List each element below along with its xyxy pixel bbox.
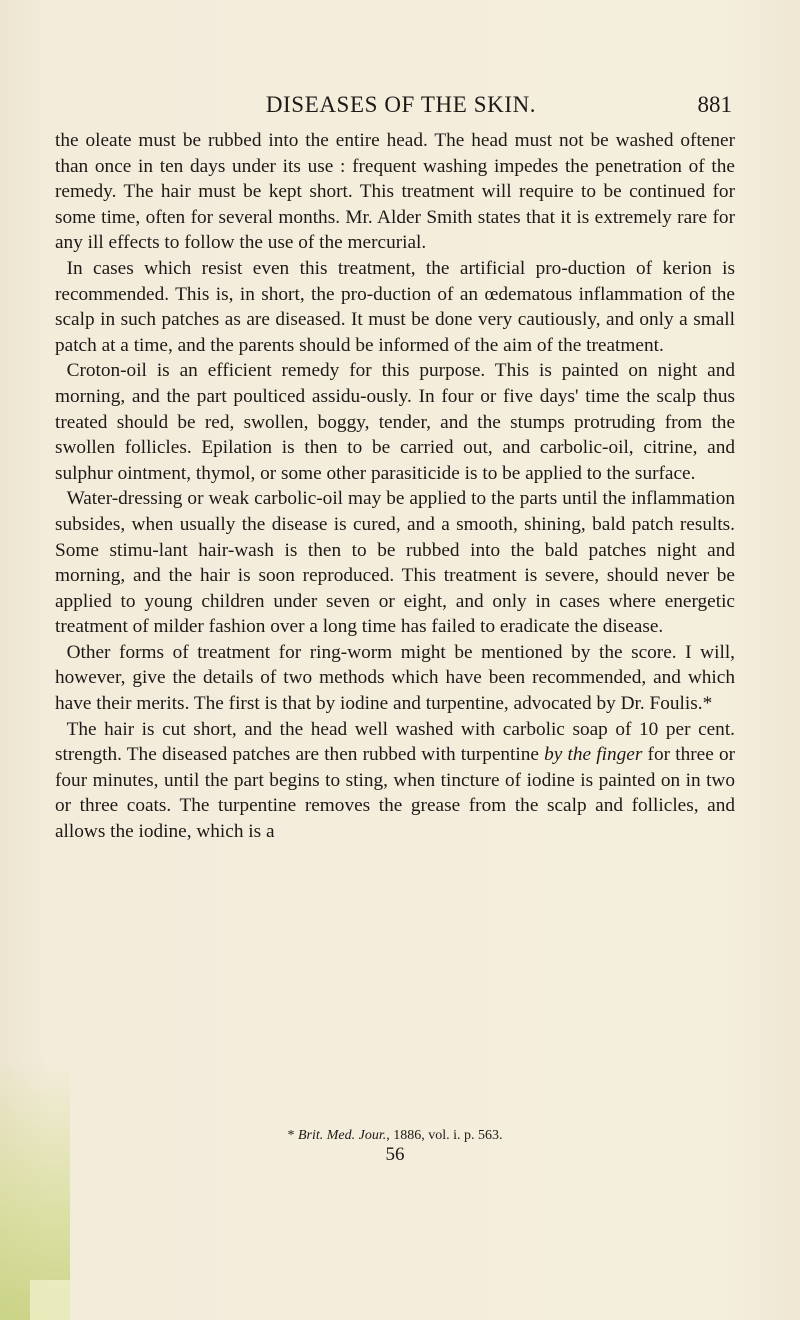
signature-mark: 56	[385, 1144, 405, 1165]
paragraph: Other forms of treatment for ring-worm might be mentioned by the score. I will, however, give the details of two methods which have been recommended, and which have their merits. The first is that by iodine and turpentine, advocated by Dr. Foulis.*	[55, 641, 735, 715]
paragraph-text: The hair is cut short, and the head well washed with carbolic soap of 10 per cent. strength. The diseased patches are then rubbed with turpentine	[55, 718, 735, 766]
footnote-marker: *	[287, 1128, 298, 1143]
paragraph-text: for three or four minutes, until the part begins to sting, when tincture of iodine is painted on in two or three coats. The turpentine removes the grease from the scalp and follicles, and allows the iodine, which is a	[55, 744, 736, 843]
paragraph: the oleate must be rubbed into the entire head. The head must not be washed oftener than once in ten days under its use : frequent washing impedes the penetration of the remedy. The hair must be kept short. This treatment will require to be continued for some time, often for several months. Mr. Alder Smith states that it is extremely rare for any ill effects to follow the use of the mercurial.	[55, 130, 735, 254]
paragraph: Croton-oil is an efficient remedy for this purpose. This is painted on night and morning, and the part poulticed assidu-ously. In four or five days' time the scalp thus treated should be red, swollen, boggy, tender, and the stumps protruding from the swollen follicles. Epilation is then to be carried out, and carbolic-oil, citrine, and sulphur ointment, thymol, or some other parasiticide is to be applied to the surface.	[55, 360, 735, 484]
footnote-source: Brit. Med. Jour.	[297, 1128, 387, 1143]
paragraph: In cases which resist even this treatment, the artificial pro-duction of kerion is recommended. This is, in short, the pro-duction of an œdematous inflammation of the scalp in such patches as are diseased. It must be done very cautiously, and only a small patch at a time, and the parents should be informed of the aim of the treatment.	[55, 257, 735, 356]
running-head: DISEASES OF THE SKIN.	[265, 92, 537, 117]
footnote-details: , 1886, vol. i. p. 563.	[386, 1128, 503, 1143]
italic-phrase: by the finger	[544, 744, 643, 766]
page-header	[70, 92, 732, 126]
body-text	[55, 128, 735, 845]
paragraph	[55, 717, 735, 845]
paragraph: Water-dressing or weak carbolic-oil may be applied to the parts until the inflammation subsides, when usually the disease is cured, and a smooth, shining, bald patch results. Some stimu-lant hair-wash is then to be rubbed into the bald patches night and morning, and the hair is soon reproduced. This treatment is severe, should never be applied to young children under seven or eight, and only in cases where energetic treatment of milder fashion over a long time has failed to eradicate the disease.	[55, 488, 735, 638]
page-number: 881	[697, 92, 732, 117]
footnote	[55, 1127, 735, 1145]
page-edge-stain	[30, 1280, 70, 1320]
